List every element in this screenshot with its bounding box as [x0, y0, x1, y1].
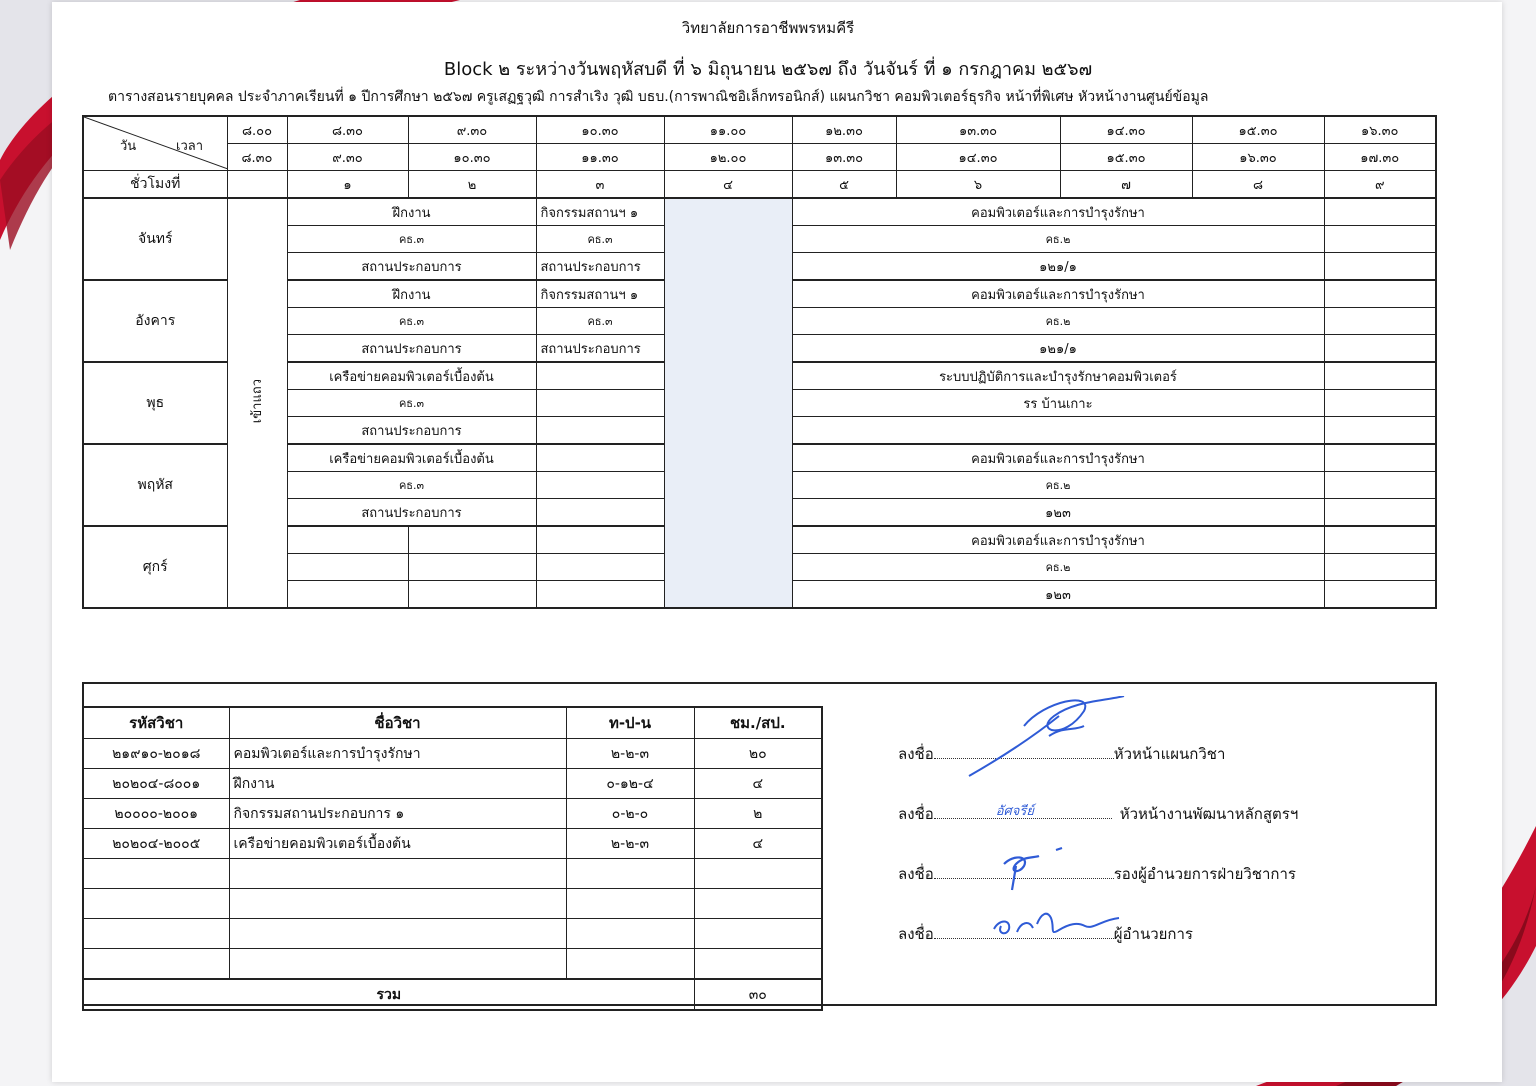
slot-room: ๑๒๑/๑ [792, 335, 1324, 363]
slot-empty [1324, 362, 1436, 390]
period-row [83, 171, 1436, 199]
signature-dots [934, 866, 1114, 879]
time-cell: ๑๓.๓๐ [896, 116, 1060, 144]
handwritten-signature-3 [994, 844, 1114, 894]
signature-dots [934, 806, 1112, 819]
slot-empty [1324, 253, 1436, 281]
time-cell: ๙.๓๐ [408, 116, 536, 144]
subject-tpn: ๒-๒-๓ [566, 829, 694, 859]
slot-room: สถานประกอบการ [287, 253, 536, 281]
slot-room [792, 417, 1324, 445]
subject-tpn: ๒-๒-๓ [566, 739, 694, 769]
header-tpn: ท-ป-น [566, 707, 694, 739]
slot-empty [1324, 581, 1436, 609]
time-cell: ๑๖.๓๐ [1324, 116, 1436, 144]
corner-time-label: เวลา [176, 139, 204, 154]
empty-cell [229, 949, 566, 980]
header-name: ชื่อวิชา [229, 707, 566, 739]
subject-row-empty [83, 949, 822, 980]
slot-group: รร บ้านเกาะ [792, 390, 1324, 417]
morning-assembly-cell [227, 198, 287, 608]
subject-code: ๒๐๒๐๔-๘๐๐๑ [83, 769, 229, 799]
slot-empty [536, 554, 664, 581]
slot-subject: เครือข่ายคอมพิวเตอร์เบื้องต้น [287, 362, 536, 390]
empty-cell [83, 859, 229, 889]
subject-row-empty [83, 859, 822, 889]
slot-empty [287, 526, 408, 554]
empty-cell [229, 889, 566, 919]
signature-role: ผู้อำนวยการ [1113, 925, 1193, 943]
period-cell: ๕ [792, 171, 896, 199]
empty-cell [83, 919, 229, 949]
period-cell: ๗ [1060, 171, 1192, 199]
empty-cell [229, 919, 566, 949]
time-cell: ๑๒.๐๐ [664, 144, 792, 171]
subject-header-row [83, 707, 822, 739]
schedule-info: ตารางสอนรายบุคคล ประจำภาคเรียนที่ ๑ ปีการศึกษา ๒๕๖๗ ครูเสฏฐวุฒิ การสำเริง วุฒิ บธบ.(การพาณิชอิเล็กทรอนิกส์) แผนกวิชา คอมพิวเตอร์ธุรกิจ หน้าที่พิเศษ หัวหน้างานศูนย์ข้อมูล [108, 89, 1209, 105]
slot-empty [1324, 417, 1436, 445]
empty-cell [694, 889, 822, 919]
slot-empty [287, 554, 408, 581]
total-row [83, 979, 822, 1010]
time-cell: ๑๗.๓๐ [1324, 144, 1436, 171]
signature-line-1 [898, 742, 1225, 766]
start-time-row [83, 116, 1436, 144]
time-cell: ๘.๐๐ [227, 116, 287, 144]
slot-empty [1324, 280, 1436, 308]
slot-empty [408, 554, 536, 581]
slot-subject: ฝึกงาน [287, 198, 536, 226]
slot-empty [536, 499, 664, 527]
slot-room: สถานประกอบการ [287, 335, 536, 363]
total-value: ๓๐ [694, 979, 822, 1010]
header-code: รหัสวิชา [83, 707, 229, 739]
empty-cell [694, 859, 822, 889]
subject-name: ฝึกงาน [229, 769, 566, 799]
time-cell: ๑๕.๓๐ [1060, 144, 1192, 171]
period-cell: ๔ [664, 171, 792, 199]
signature-role: รองผู้อำนวยการฝ่ายวิชาการ [1113, 865, 1296, 883]
signature-prefix: ลงชื่อ [898, 805, 934, 823]
subject-code: ๒๐๒๐๔-๒๐๐๕ [83, 829, 229, 859]
subject-row [83, 769, 822, 799]
corner-day-label: วัน [120, 139, 137, 154]
time-cell: ๑๓.๓๐ [792, 144, 896, 171]
period-cell: ๘ [1192, 171, 1324, 199]
subject-name: เครือข่ายคอมพิวเตอร์เบื้องต้น [229, 829, 566, 859]
slot-group: คธ.๒ [792, 226, 1324, 253]
period-cell: ๒ [408, 171, 536, 199]
slot-group: คธ.๒ [792, 308, 1324, 335]
signature-role: หัวหน้างานพัฒนาหลักสูตรฯ [1119, 805, 1299, 823]
slot-empty [1324, 526, 1436, 554]
empty-cell [566, 949, 694, 980]
slot-room: สถานประกอบการ [536, 335, 664, 363]
slot-subject: คอมพิวเตอร์และการบำรุงรักษา [792, 198, 1324, 226]
time-cell: ๑๑.๐๐ [664, 116, 792, 144]
college-title: วิทยาลัยการอาชีพพรหมคีรี [681, 19, 855, 37]
slot-empty [1324, 499, 1436, 527]
slot-empty [1324, 335, 1436, 363]
time-cell: ๑๐.๓๐ [536, 116, 664, 144]
slot-subject: กิจกรรมสถานฯ ๑ [536, 280, 664, 308]
subject-hours: ๒๐ [694, 739, 822, 769]
slot-group: คธ.๒ [792, 554, 1324, 581]
slot-room: สถานประกอบการ [287, 417, 536, 445]
period-cell: ๖ [896, 171, 1060, 199]
day-name: จันทร์ [83, 198, 227, 280]
signature-line-4 [898, 922, 1193, 946]
slot-empty [536, 526, 664, 554]
slot-empty [287, 581, 408, 609]
day-name: อังคาร [83, 280, 227, 362]
slot-room: สถานประกอบการ [287, 499, 536, 527]
time-cell: ๑๑.๓๐ [536, 144, 664, 171]
subject-row-empty [83, 889, 822, 919]
morning-assembly-label: เข้าแถว [249, 378, 265, 424]
slot-empty [536, 444, 664, 472]
lunch-break-cell [664, 198, 792, 608]
time-cell: ๙.๓๐ [287, 144, 408, 171]
slot-empty [1324, 198, 1436, 226]
slot-empty [536, 417, 664, 445]
period-cell: ๓ [536, 171, 664, 199]
time-cell: ๑๔.๓๐ [896, 144, 1060, 171]
slot-subject: กิจกรรมสถานฯ ๑ [536, 198, 664, 226]
signature-role: หัวหน้าแผนกวิชา [1113, 745, 1226, 763]
empty-cell [566, 919, 694, 949]
empty-cell [566, 889, 694, 919]
empty-cell [229, 859, 566, 889]
subject-hours: ๒ [694, 799, 822, 829]
subject-code: ๒๐๐๐๐-๒๐๐๑ [83, 799, 229, 829]
period-cell: ๑ [287, 171, 408, 199]
time-cell: ๘.๓๐ [227, 144, 287, 171]
signature-dots [934, 746, 1114, 759]
time-cell: ๑๐.๓๐ [408, 144, 536, 171]
slot-group: คธ.๓ [287, 390, 536, 417]
subject-name: กิจกรรมสถานประกอบการ ๑ [229, 799, 566, 829]
signature-prefix: ลงชื่อ [898, 865, 934, 883]
time-cell: ๑๔.๓๐ [1060, 116, 1192, 144]
slot-group: คธ.๓ [287, 308, 536, 335]
slot-empty [1324, 444, 1436, 472]
empty-cell [83, 949, 229, 980]
corner-cell [83, 116, 227, 171]
period-cell: ๙ [1324, 171, 1436, 199]
signature-dots [934, 926, 1114, 939]
subject-hours: ๔ [694, 829, 822, 859]
slot-room: ๑๒๓ [792, 499, 1324, 527]
time-cell: ๑๖.๓๐ [1192, 144, 1324, 171]
header-hours: ชม./สป. [694, 707, 822, 739]
total-label: รวม [83, 979, 694, 1010]
slot-empty [536, 362, 664, 390]
slot-group: คธ.๓ [287, 472, 536, 499]
slot-empty [408, 526, 536, 554]
slot-empty [536, 472, 664, 499]
day-name: ศุกร์ [83, 526, 227, 608]
slot-empty [1324, 308, 1436, 335]
slot-empty [536, 581, 664, 609]
slot-subject: ฝึกงาน [287, 280, 536, 308]
subject-row [83, 739, 822, 769]
slot-room: สถานประกอบการ [536, 253, 664, 281]
subject-row-empty [83, 919, 822, 949]
empty-cell [566, 859, 694, 889]
slot-subject: เครือข่ายคอมพิวเตอร์เบื้องต้น [287, 444, 536, 472]
slot-empty [536, 390, 664, 417]
signature-line-3 [898, 862, 1296, 886]
subject-code: ๒๑๙๑๐-๒๐๑๘ [83, 739, 229, 769]
subject-table [82, 706, 823, 1011]
subject-name: คอมพิวเตอร์และการบำรุงรักษา [229, 739, 566, 769]
time-cell: ๑๒.๓๐ [792, 116, 896, 144]
slot-subject: คอมพิวเตอร์และการบำรุงรักษา [792, 526, 1324, 554]
slot-subject: ระบบปฏิบัติการและบำรุงรักษาคอมพิวเตอร์ [792, 362, 1324, 390]
subject-hours: ๔ [694, 769, 822, 799]
signature-prefix: ลงชื่อ [898, 925, 934, 943]
block-title: Block ๒ ระหว่างวันพฤหัสบดี ที่ ๖ มิถุนายน ๒๕๖๗ ถึง วันจันร์ ที่ ๑ กรกฎาคม ๒๕๖๗ [443, 59, 1093, 80]
slot-empty [1324, 472, 1436, 499]
handwritten-signature-4 [989, 904, 1129, 954]
handwritten-name-2: อัศจรีย์ [995, 804, 1034, 819]
signature-line-2 [898, 802, 1298, 826]
slot-room: ๑๒๓ [792, 581, 1324, 609]
slot-group: คธ.๓ [536, 308, 664, 335]
time-cell: ๘.๓๐ [287, 116, 408, 144]
subject-tpn: ๐-๒-๐ [566, 799, 694, 829]
slot-group: คธ.๒ [792, 472, 1324, 499]
empty-cell [694, 919, 822, 949]
day-name: พุธ [83, 362, 227, 444]
slot-subject: คอมพิวเตอร์และการบำรุงรักษา [792, 280, 1324, 308]
end-time-row [83, 144, 1436, 171]
handwritten-signature-1 [964, 696, 1144, 786]
empty-cell [83, 889, 229, 919]
subject-row [83, 829, 822, 859]
day-name: พฤหัส [83, 444, 227, 526]
slot-room: ๑๒๑/๑ [792, 253, 1324, 281]
schedule-table [82, 115, 1437, 609]
slot-empty [1324, 226, 1436, 253]
period-blank [227, 171, 287, 199]
slot-subject: คอมพิวเตอร์และการบำรุงรักษา [792, 444, 1324, 472]
time-cell: ๑๕.๓๐ [1192, 116, 1324, 144]
period-label: ชั่วโมงที่ [83, 171, 227, 199]
slot-empty [1324, 390, 1436, 417]
day-row-mon [83, 198, 1436, 226]
subject-tpn: ๐-๑๒-๔ [566, 769, 694, 799]
signature-prefix: ลงชื่อ [898, 745, 934, 763]
empty-cell [694, 949, 822, 980]
slot-group: คธ.๓ [536, 226, 664, 253]
slot-empty [408, 581, 536, 609]
slot-empty [1324, 554, 1436, 581]
subject-row [83, 799, 822, 829]
slot-group: คธ.๓ [287, 226, 536, 253]
